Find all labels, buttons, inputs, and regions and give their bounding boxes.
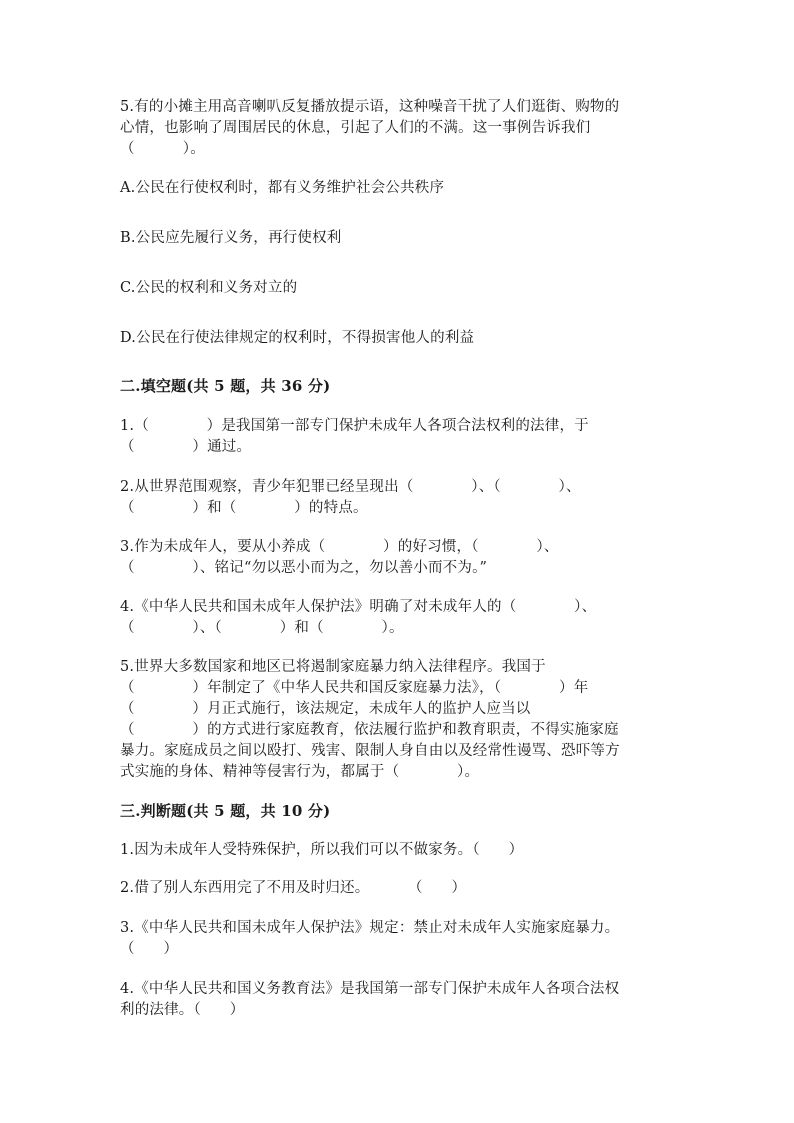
fill-q5-line-4: （ ）的方式进行家庭教育，依法履行监护和教育职责，不得实施家庭 (120, 722, 619, 738)
choice-q5-stem-line-2: 心情，也影响了周围居民的休息，引起了人们的不满。这一事例告诉我们 (120, 120, 591, 136)
judge-q4-line-2: 利的法律。（ ） (120, 1002, 245, 1018)
judge-q2-line-1: 2.借了别人东西用完了不用及时归还。 （ ） (120, 880, 467, 896)
section-fill-title: 二.填空题(共 5 题，共 36 分) (120, 377, 331, 395)
fill-q4-line-1: 4.《中华人民共和国未成年人保护法》明确了对未成年人的（ ）、 (120, 599, 597, 615)
judge-q4-line-1: 4.《中华人民共和国义务教育法》是我国第一部专门保护未成年人各项合法权 (120, 981, 620, 997)
fill-q4-line-2: （ ）、（ ）和（ ）。 (120, 620, 404, 636)
fill-q3-line-2: （ ）、铭记“勿以恶小而为之，勿以善小而不为。” (120, 560, 488, 576)
choice-q5-stem-line-1: 5.有的小摊主用高音喇叭反复播放提示语，这种噪音干扰了人们逛街、购物的 (120, 99, 620, 115)
choice-q5-option-d: D.公民在行使法律规定的权利时，不得损害他人的利益 (120, 330, 475, 346)
choice-q5-stem-line-3: （ ）。 (120, 141, 205, 157)
fill-q3-line-1: 3.作为未成年人，要从小养成（ ）的好习惯，（ ）、 (120, 539, 559, 555)
fill-q5-line-3: （ ）月正式施行，该法规定，未成年人的监护人应当以 (120, 701, 531, 717)
fill-q1-line-2: （ ）通过。 (120, 439, 252, 455)
fill-q2-line-1: 2.从世界范围观察，青少年犯罪已经呈现出（ ）、（ ）、 (120, 479, 581, 495)
fill-q1-line-1: 1.（ ）是我国第一部专门保护未成年人各项合法权利的法律，于 (120, 418, 589, 434)
choice-q5-option-b: B.公民应先履行义务，再行使权利 (120, 230, 342, 246)
choice-q5-option-a: A.公民在行使权利时，都有义务维护社会公共秩序 (120, 180, 445, 196)
judge-q1-line-1: 1.因为未成年人受特殊保护，所以我们可以不做家务。（ ） (120, 842, 524, 858)
judge-q3-line-1: 3.《中华人民共和国未成年人保护法》规定：禁止对未成年人实施家庭暴力。 (120, 920, 620, 936)
judge-q3-line-2: （ ） (120, 941, 179, 957)
choice-q5-option-c: C.公民的权利和义务对立的 (120, 280, 298, 296)
fill-q5-line-1: 5.世界大多数国家和地区已将遏制家庭暴力纳入法律程序。我国于 (120, 659, 546, 675)
fill-q2-line-2: （ ）和（ ）的特点。 (120, 500, 368, 516)
section-judge-title: 三.判断题(共 5 题，共 10 分) (120, 802, 331, 820)
fill-q5-line-6: 式实施的身体、精神等侵害行为，都属于（ ）。 (120, 764, 480, 780)
fill-q5-line-5: 暴力。家庭成员之间以殴打、残害、限制人身自由以及经常性谩骂、恐吓等方 (120, 743, 620, 759)
fill-q5-line-2: （ ）年制定了《中华人民共和国反家庭暴力法》，（ ）年 (120, 680, 589, 696)
